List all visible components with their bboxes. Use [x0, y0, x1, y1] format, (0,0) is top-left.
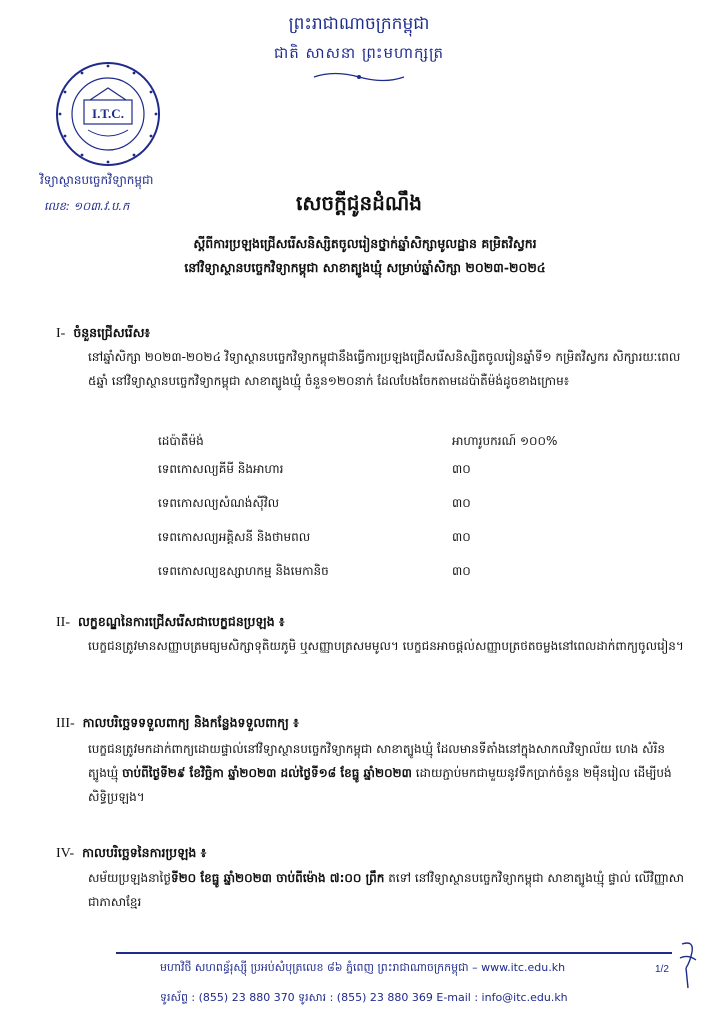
- section-3-text-a: បេក្ខជនត្រូវមកដាក់ពាក្យដោយផ្ទាល់នៅវិទ្យាស្ថានបច្ចេកវិទ្យាកម្ពុជា សាខាត្បូងឃ្មុំ ដែលមានទីតាំងនៅក្នុងសាកលវិទ្យាល័យ ហេង សំរិន ត្បូងឃ្មុំ: [88, 742, 665, 780]
- section-3-number: III-: [56, 716, 75, 731]
- section-3-paragraph: [88, 737, 688, 809]
- section-3-heading: [56, 713, 676, 734]
- section-4-number: IV-: [56, 846, 75, 861]
- section-4-heading: [56, 843, 676, 864]
- document-title: សេចក្តីជូនដំណឹង: [296, 191, 422, 215]
- section-3-dates: ចាប់ពីថ្ងៃទី២៩ ខែវិច្ឆិកា ឆ្នាំ២០២៣ ដល់ថ្ងៃទី១៨ ខែធ្នូ ឆ្នាំ២០២៣: [122, 766, 412, 780]
- department-table: [158, 433, 628, 597]
- section-3-text-b: ដោយភ្ជាប់មកជាមួយនូវទឹកប្រាក់ចំនួន ២ម៉ឺនរៀល ដើម្បីបង់សិទ្ធិប្រឡង។: [88, 766, 672, 804]
- itc-seal-logo: [54, 60, 162, 168]
- table-cell-department: ទេពកោសល្យអគ្គិសនី និងថាមពល: [158, 530, 311, 544]
- section-1-heading: [56, 323, 676, 344]
- section-4-title: កាលបរិច្ឆេទនៃការប្រឡង ៖: [82, 845, 207, 860]
- institute-name: វិទ្យាស្ថានបច្ចេកវិទ្យាកម្ពុជា: [40, 173, 154, 187]
- signature-mark: [676, 938, 700, 990]
- section-4-text-a: សម័យប្រឡងនាថ្ងៃ: [88, 871, 171, 885]
- section-4-paragraph: [88, 866, 688, 914]
- svg-text:I.T.C.: I.T.C.: [92, 106, 124, 121]
- subtitle-line-1: ស្តីពីការប្រឡងជ្រើសរើសនិស្សិតចូលរៀនថ្នាក់ឆ្នាំសិក្សាមូលដ្ឋាន គម្រិតវិស្វករ: [193, 236, 537, 251]
- table-cell-department: ទេពកោសល្យគីមី និងអាហារ: [158, 462, 284, 476]
- table-cell-department: ទេពកោសល្យឧស្សាហកម្ម និងមេកានិច: [158, 564, 329, 578]
- page-number: 1/2: [655, 964, 669, 975]
- footer-address: មហាវិថី សហពន្ធ័រុស្ស៊ី ប្រអប់សំបុត្រលេខ ៨៦ ភ្នំពេញ ព្រះរាជាណាចក្រកម្ពុជា – www.itc.edu.kh: [160, 961, 566, 974]
- table-cell-count: ៣០: [452, 496, 471, 510]
- table-row: [158, 529, 628, 563]
- table-cell-count: ៣០: [452, 564, 471, 578]
- kingdom-heading: ព្រះរាជាណាចក្រកម្ពុជា: [288, 14, 430, 34]
- section-2-number: II-: [56, 615, 70, 630]
- section-2-title: លក្ខខណ្ឌនៃការជ្រើសរើសជាបេក្ខជនប្រឡង ៖: [77, 614, 285, 629]
- table-row: [158, 495, 628, 529]
- table-cell-department: ទេពកោសល្យសំណង់ស៊ីវិល: [158, 496, 280, 510]
- section-4-date: ទី២០ ខែធ្នូ ឆ្នាំ២០២៣ ចាប់ពីម៉ោង ៧:០០ ព្រឹក: [170, 871, 385, 885]
- footer-divider: [116, 952, 672, 954]
- table-header-department: ដេប៉ាតឺម៉ង់: [158, 434, 204, 448]
- table-header-scholarship: អាហារូបករណ៍ ១០០%: [452, 434, 558, 448]
- section-2-paragraph: បេក្ខជនត្រូវមានសញ្ញាបត្រមធ្យមសិក្សាទុតិយភូមិ ឬសញ្ញាបត្រសមមូល។ បេក្ខជនអាចផ្តល់សញ្ញាបត្រថតចម្លងនៅពេលដាក់ពាក្យចូលរៀន។: [88, 639, 684, 653]
- section-1-number: I-: [56, 326, 66, 341]
- table-cell-count: ៣០: [452, 530, 471, 544]
- section-1-paragraph: នៅឆ្នាំសិក្សា ២០២៣-២០២៤ វិទ្យាស្ថានបច្ចេកវិទ្យាកម្ពុជានឹងធ្វើការប្រឡងជ្រើសរើសនិស្សិតចូលរៀនឆ្នាំទី១ កម្រិតវិស្វករ សិក្សារយៈពេល ៥ឆ្នាំ នៅវិទ្យាស្ថានបច្ចេកវិទ្យាកម្ពុជា សាខាត្បូងឃ្មុំ ចំនួន១២០នាក់ ដែលបែងចែកតាមដេប៉ាតឺម៉ង់ដូចខាងក្រោម៖: [88, 350, 681, 388]
- footer-contact: ទូរស័ព្ទ : (855) 23 880 370 ទូរសារ : (855) 23 880 369 E-mail : info@itc.edu.kh: [160, 991, 568, 1004]
- table-row: [158, 461, 628, 495]
- national-motto: ជាតិ សាសនា ព្រះមហាក្សត្រ: [273, 44, 445, 62]
- section-3-title: កាលបរិច្ឆេទទទួលពាក្យ និងកន្លែងទទួលពាក្យ ៖: [82, 715, 299, 730]
- section-1-title: ចំនួនជ្រើសរើស៖: [73, 325, 150, 340]
- section-4-text-b: តទៅ នៅវិទ្យាស្ថានបច្ចេកវិទ្យាកម្ពុជា សាខាត្បូងឃ្មុំ ផ្ទាល់ លើវិញ្ញាសាជាភាសាខ្មែរ: [88, 871, 685, 909]
- table-row: [158, 563, 628, 597]
- subtitle-line-2: នៅវិទ្យាស្ថានបច្ចេកវិទ្យាកម្ពុជា សាខាត្បូងឃ្មុំ សម្រាប់ឆ្នាំសិក្សា ២០២៣-២០២៤: [184, 260, 546, 275]
- reference-number: លេខ: ១០៣.វ.ប.ក: [44, 199, 130, 213]
- table-cell-count: ៣០: [452, 462, 471, 476]
- ornament-divider: [309, 70, 409, 84]
- table-header-row: [158, 433, 628, 461]
- section-2-heading: [56, 612, 676, 633]
